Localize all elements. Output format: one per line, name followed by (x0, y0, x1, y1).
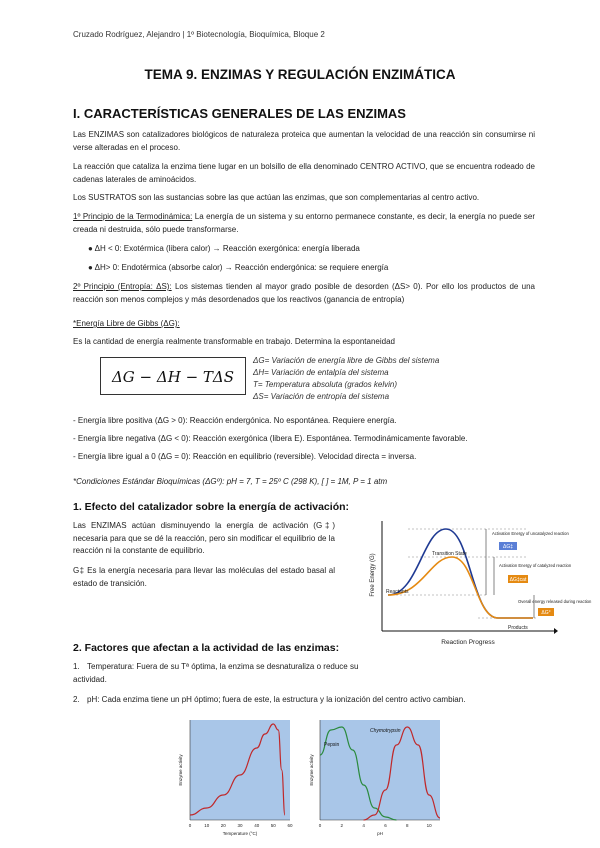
standard-conditions: *Condiciones Estándar Bioquímicas (ΔGº): pH = 7, T = 25º C (298 K), [ ] = 1M, P = 1 atm (73, 477, 388, 486)
temp-xlabel: Temperature (°C) (222, 831, 258, 836)
activation-energy-diagram (368, 515, 592, 650)
ph-tick-5: 10 (426, 823, 432, 828)
svg-text:ΔG°: ΔG° (541, 610, 551, 616)
ph-tick-1: 2 (340, 823, 344, 828)
svg-text:ΔG‡cat: ΔG‡cat (509, 577, 527, 583)
ph-tick-3: 6 (384, 823, 387, 828)
def-t: T= Temperatura absoluta (grados kelvin) (253, 380, 397, 389)
temp-tick-0: 0 (188, 823, 192, 828)
paragraph-enzymes: Las ENZIMAS son catalizadores biológicos de naturaleza proteica que aumentan la velocidad de una reacción sin consumirse ni verse alteradas en el proceso. (73, 130, 535, 152)
paragraph-g-definition: G‡ Es la energía necesaria para llevar las moléculas del estado basal al estado de transición. (73, 566, 335, 588)
temp-tick-3: 30 (237, 823, 243, 828)
paragraph-substrates: Los SUSTRATOS son las sustancias sobre las que actúan las enzimas, que son complementarias al centro activo. (73, 193, 480, 202)
ph-tick-2: 4 (362, 823, 365, 828)
temp-ylabel: Enzyme activity (178, 754, 183, 786)
factor-ph: 2. pH: Cada enzima tiene un pH óptimo; fuera de este, la estructura y la ionización del centro activo cambian. (73, 695, 466, 704)
case-negative: - Energía libre negativa (ΔG < 0): Reacción exergónica (libera E). Espontánea. Termodinámicamente favorable. (73, 434, 468, 443)
temperature-activity-chart (176, 716, 294, 838)
section-1-1-heading: 1. Efecto del catalizador sobre la energía de activación: (73, 501, 350, 513)
def-ds: ΔS= Variación de entropía del sistema (253, 392, 390, 401)
formula-definitions (253, 355, 439, 403)
bullet-endothermic: ● ΔH> 0: Endotérmica (absorbe calor) → Reacción endergónica: se requiere energía (88, 263, 389, 272)
bullet-exothermic: ● ΔH < 0: Exotérmica (libera calor) → Reacción exergónica: energía liberada (88, 244, 360, 253)
reactants-label: Reactants (386, 589, 409, 595)
paragraph-first-law (73, 211, 535, 236)
temp-tick-2: 20 (220, 823, 226, 828)
section-2-heading: 2. Factores que afectan a la actividad de las enzimas: (73, 642, 340, 654)
case-zero: - Energía libre igual a 0 (ΔG = 0): Reacción en equilibrio (reversible). Velocidad directa = inversa. (73, 452, 417, 461)
paragraph-activation-energy: Las ENZIMAS actúan disminuyendo la energía de activación (G‡) necesaria para que se dé la reacción, pero sin modificar el equilibrio de la reacción ni la constante de equilibrio. (73, 521, 335, 555)
svg-text:ΔG‡: ΔG‡ (502, 544, 514, 550)
section-1-heading: I. CARACTERÍSTICAS GENERALES DE LAS ENZIMAS (73, 106, 406, 121)
products-label: Products (508, 625, 528, 631)
temp-plot-area (190, 720, 290, 820)
ph-xlabel: pH (377, 831, 383, 836)
second-law-text: Los sistemas tienden al mayor grado posible de desorden (ΔS> 0). Por ello los productos de una reacción son menos complejos y más desordenados que los reactivos (ganancia de entropía) (73, 282, 535, 304)
uncatalyzed-label: Activation Energy of uncatalyzed reaction (492, 531, 569, 536)
x-axis-label: Reaction Progress (441, 639, 495, 646)
overall-label: Overall energy released during reaction (518, 599, 592, 604)
ph-activity-chart (308, 716, 444, 838)
document-title: TEMA 9. ENZIMAS Y REGULACIÓN ENZIMÁTICA (144, 67, 456, 82)
def-dh: ΔH= Variación de entalpía del sistema (253, 368, 389, 377)
pepsin-label: Pepsin (324, 742, 340, 748)
gibbs-definition: Es la cantidad de energía realmente transformable en trabajo. Determina la espontaneidad (73, 337, 395, 346)
temp-tick-4: 40 (254, 823, 260, 828)
first-law-label: 1º Principio de la Termodinámica: (73, 212, 193, 221)
temp-tick-5: 50 (270, 823, 276, 828)
temp-tick-1: 10 (204, 823, 210, 828)
temp-tick-6: 60 (287, 823, 293, 828)
chymotrypsin-label: Chymotrypsin (370, 728, 401, 734)
case-positive: - Energía libre positiva (ΔG > 0): Reacción endergónica. No espontánea. Requiere energía. (73, 416, 397, 425)
ph-ylabel: Enzyme activity (309, 754, 314, 786)
ph-tick-4: 8 (406, 823, 409, 828)
paragraph-second-law (73, 281, 535, 306)
def-dg: ΔG= Variación de energía libre de Gibbs del sistema (253, 356, 440, 365)
gibbs-formula-box (100, 357, 246, 395)
second-law-label: 2º Principio (Entropía: ΔS): (73, 282, 172, 291)
page-header: Cruzado Rodríguez, Alejandro | 1º Biotecnología, Bioquímica, Bloque 2 (73, 30, 325, 39)
ph-tick-0: 0 (318, 823, 322, 828)
paragraph-active-site: La reacción que cataliza la enzima tiene lugar en un bolsillo de ella denominado CENTRO ACTIVO, que se encuentra rodeado de cadenas laterales de aminoácidos. (73, 162, 535, 184)
y-axis-label: Free Energy (G) (370, 553, 376, 597)
catalyzed-label: Activation Energy of catalyzed reaction (499, 563, 572, 568)
first-law-text: La energía de un sistema y su entorno permanece constante, es decir, la energía no puede ser creada ni destruida, sólo puede transformarse. (73, 212, 535, 234)
gibbs-heading: *Energía Libre de Gibbs (ΔG): (73, 319, 180, 328)
gibbs-formula: ΔG − ΔH − TΔS (111, 368, 235, 386)
factor-temperature: 1. Temperatura: Fuera de su Tª óptima, la enzima se desnaturaliza o reduce su actividad. (73, 662, 359, 684)
transition-state-label: Transition State (432, 551, 467, 557)
